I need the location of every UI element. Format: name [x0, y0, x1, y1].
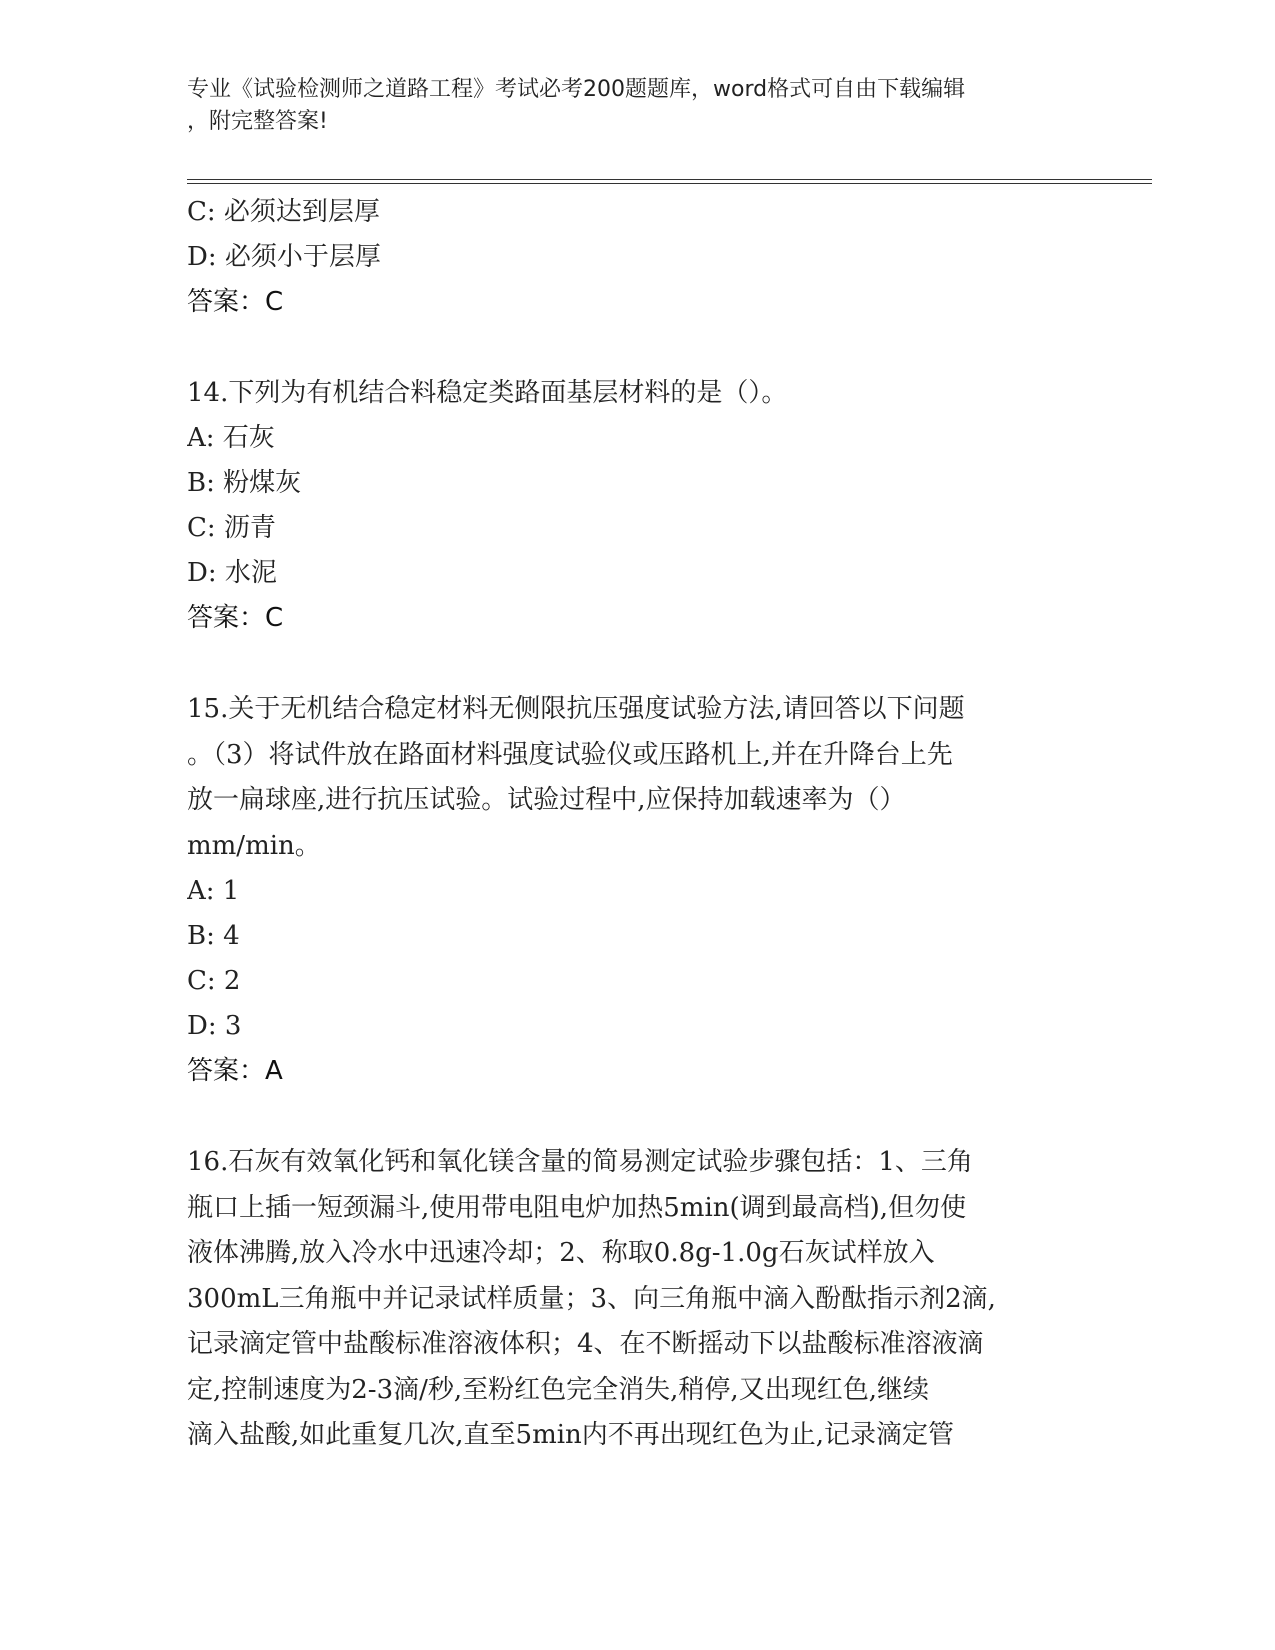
header-line-2: ，附完整答案!	[187, 109, 328, 134]
header-line-1: 专业《试验检测师之道路工程》考试必考200题题库，word格式可自由下载编辑	[187, 77, 966, 102]
option-a: A: 石灰	[187, 423, 275, 453]
question-14	[187, 371, 1087, 641]
question-stem-line: 300mL三角瓶中并记录试样质量；3、向三角瓶中滴入酚酞指示剂2滴,	[187, 1283, 996, 1314]
question-stem-line: 16.石灰有效氧化钙和氧化镁含量的简易测定试验步骤包括：1、三角	[187, 1147, 973, 1177]
question-stem-line: 滴入盐酸,如此重复几次,直至5min内不再出现红色为止,记录滴定管	[187, 1420, 955, 1450]
header-divider-bottom	[187, 183, 1152, 184]
question-16	[187, 1140, 1087, 1459]
option-d: D: 水泥	[187, 558, 277, 588]
option-d: D: 必须小于层厚	[187, 242, 381, 272]
document-header	[187, 74, 1067, 138]
option-c: C: 2	[187, 966, 241, 996]
option-c: C: 沥青	[187, 513, 276, 543]
question-stem-line: 液体沸腾,放入冷水中迅速冷却；2、称取0.8g-1.0g石灰试样放入	[187, 1238, 935, 1268]
answer-line: 答案：C	[187, 287, 284, 317]
question-content	[187, 190, 1087, 1459]
question-15	[187, 687, 1087, 1094]
answer-line: 答案：A	[187, 1056, 283, 1086]
question-stem-line: 瓶口上插一短颈漏斗,使用带电阻电炉加热5min(调到最高档),但勿使	[187, 1192, 967, 1223]
answer-line: 答案：C	[187, 603, 284, 633]
question-stem-line: 15.关于无机结合稳定材料无侧限抗压强度试验方法,请回答以下问题	[187, 694, 965, 724]
question-stem-line: 记录滴定管中盐酸标准溶液体积；4、在不断摇动下以盐酸标准溶液滴	[187, 1329, 984, 1359]
spacer	[187, 1094, 1087, 1140]
header-divider-top	[187, 179, 1152, 180]
option-a: A: 1	[187, 876, 240, 906]
option-b: B: 粉煤灰	[187, 468, 302, 498]
question-stem: 14.下列为有机结合料稳定类路面基层材料的是（）。	[187, 378, 788, 408]
question-stem-line: mm/min。	[187, 830, 321, 861]
option-b: B: 4	[187, 921, 240, 951]
question-13	[187, 190, 1087, 325]
spacer	[187, 641, 1087, 687]
option-c: C: 必须达到层厚	[187, 197, 380, 227]
option-d: D: 3	[187, 1011, 242, 1041]
question-stem-line: 放一扁球座,进行抗压试验。试验过程中,应保持加载速率为（）	[187, 785, 906, 815]
question-stem-line: 定,控制速度为2-3滴/秒,至粉红色完全消失,稍停,又出现红色,继续	[187, 1374, 929, 1405]
spacer	[187, 325, 1087, 371]
question-stem-line: 。（3）将试件放在路面材料强度试验仪或压路机上,并在升降台上先	[187, 739, 953, 770]
